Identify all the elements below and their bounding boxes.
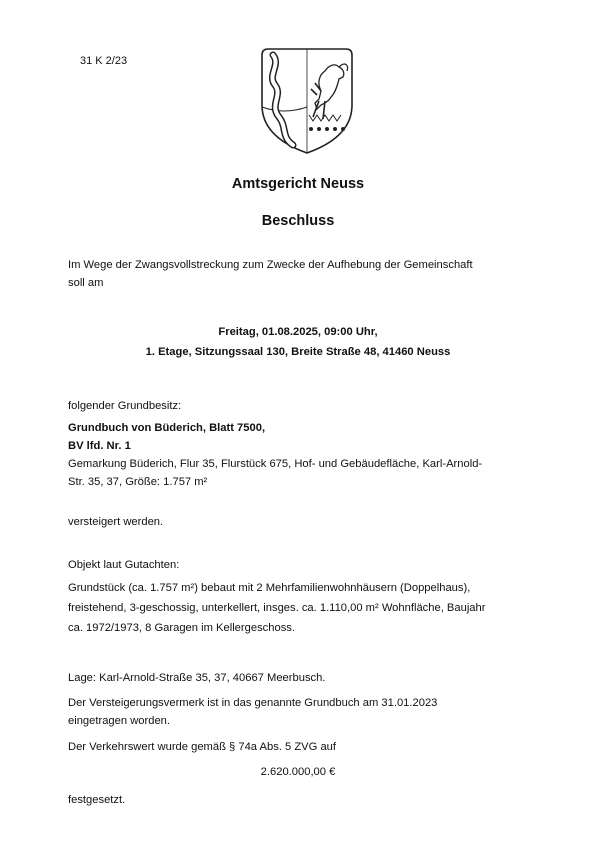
intro-line: soll am xyxy=(68,277,104,289)
appraisal-block xyxy=(68,578,538,638)
value-amount: 2.620.000,00 € xyxy=(260,766,336,778)
closing-text: festgesetzt. xyxy=(68,794,126,806)
parcel-line: Gemarkung Büderich, Flur 35, Flurstück 675, Hof- und Gebäudefläche, Karl-Arnold- xyxy=(68,458,483,470)
location-text: Lage: Karl-Arnold-Straße 35, 37, 40667 Meerbusch. xyxy=(68,672,326,684)
intro-line: Im Wege der Zwangsvollstreckung zum Zwecke der Aufhebung der Gemeinschaft xyxy=(68,259,473,271)
registration-block xyxy=(68,694,538,730)
property-label: folgender Grundbesitz: xyxy=(68,400,182,412)
appointment-date: Freitag, 01.08.2025, 09:00 Uhr, xyxy=(218,326,378,338)
registration-line: Der Versteigerungsvermerk ist in das genannte Grundbuch am 31.01.2023 xyxy=(68,697,438,709)
intro-paragraph xyxy=(68,256,538,292)
appraisal-line: ca. 1972/1973, 8 Garagen im Kellergeschoss. xyxy=(68,622,295,634)
parcel-line: Str. 35, 37, Größe: 1.757 m² xyxy=(68,476,208,488)
document-type: Beschluss xyxy=(261,213,335,229)
appointment-location: 1. Etage, Sitzungssaal 130, Breite Straße 48, 41460 Neuss xyxy=(145,346,451,358)
auction-text: versteigert werden. xyxy=(68,516,164,528)
land-register-line: BV lfd. Nr. 1 xyxy=(68,440,131,452)
appraisal-line: Grundstück (ca. 1.757 m²) bebaut mit 2 Mehrfamilienwohnhäusern (Doppelhaus), xyxy=(68,582,471,594)
file-number: 31 K 2/23 xyxy=(80,55,128,67)
land-register-line: Grundbuch von Büderich, Blatt 7500, xyxy=(68,422,266,434)
value-text: Der Verkehrswert wurde gemäß § 74a Abs. 5 ZVG auf xyxy=(68,741,337,753)
property-block xyxy=(68,419,538,491)
appraisal-label: Objekt laut Gutachten: xyxy=(68,559,180,571)
court-name: Amtsgericht Neuss xyxy=(231,176,365,192)
appraisal-line: freistehend, 3-geschossig, unterkellert, insges. ca. 1.110,00 m² Wohnfläche, Baujahr xyxy=(68,602,486,614)
coat-of-arms-icon xyxy=(259,45,355,157)
registration-line: eingetragen worden. xyxy=(68,715,171,727)
appointment-block xyxy=(0,322,596,362)
